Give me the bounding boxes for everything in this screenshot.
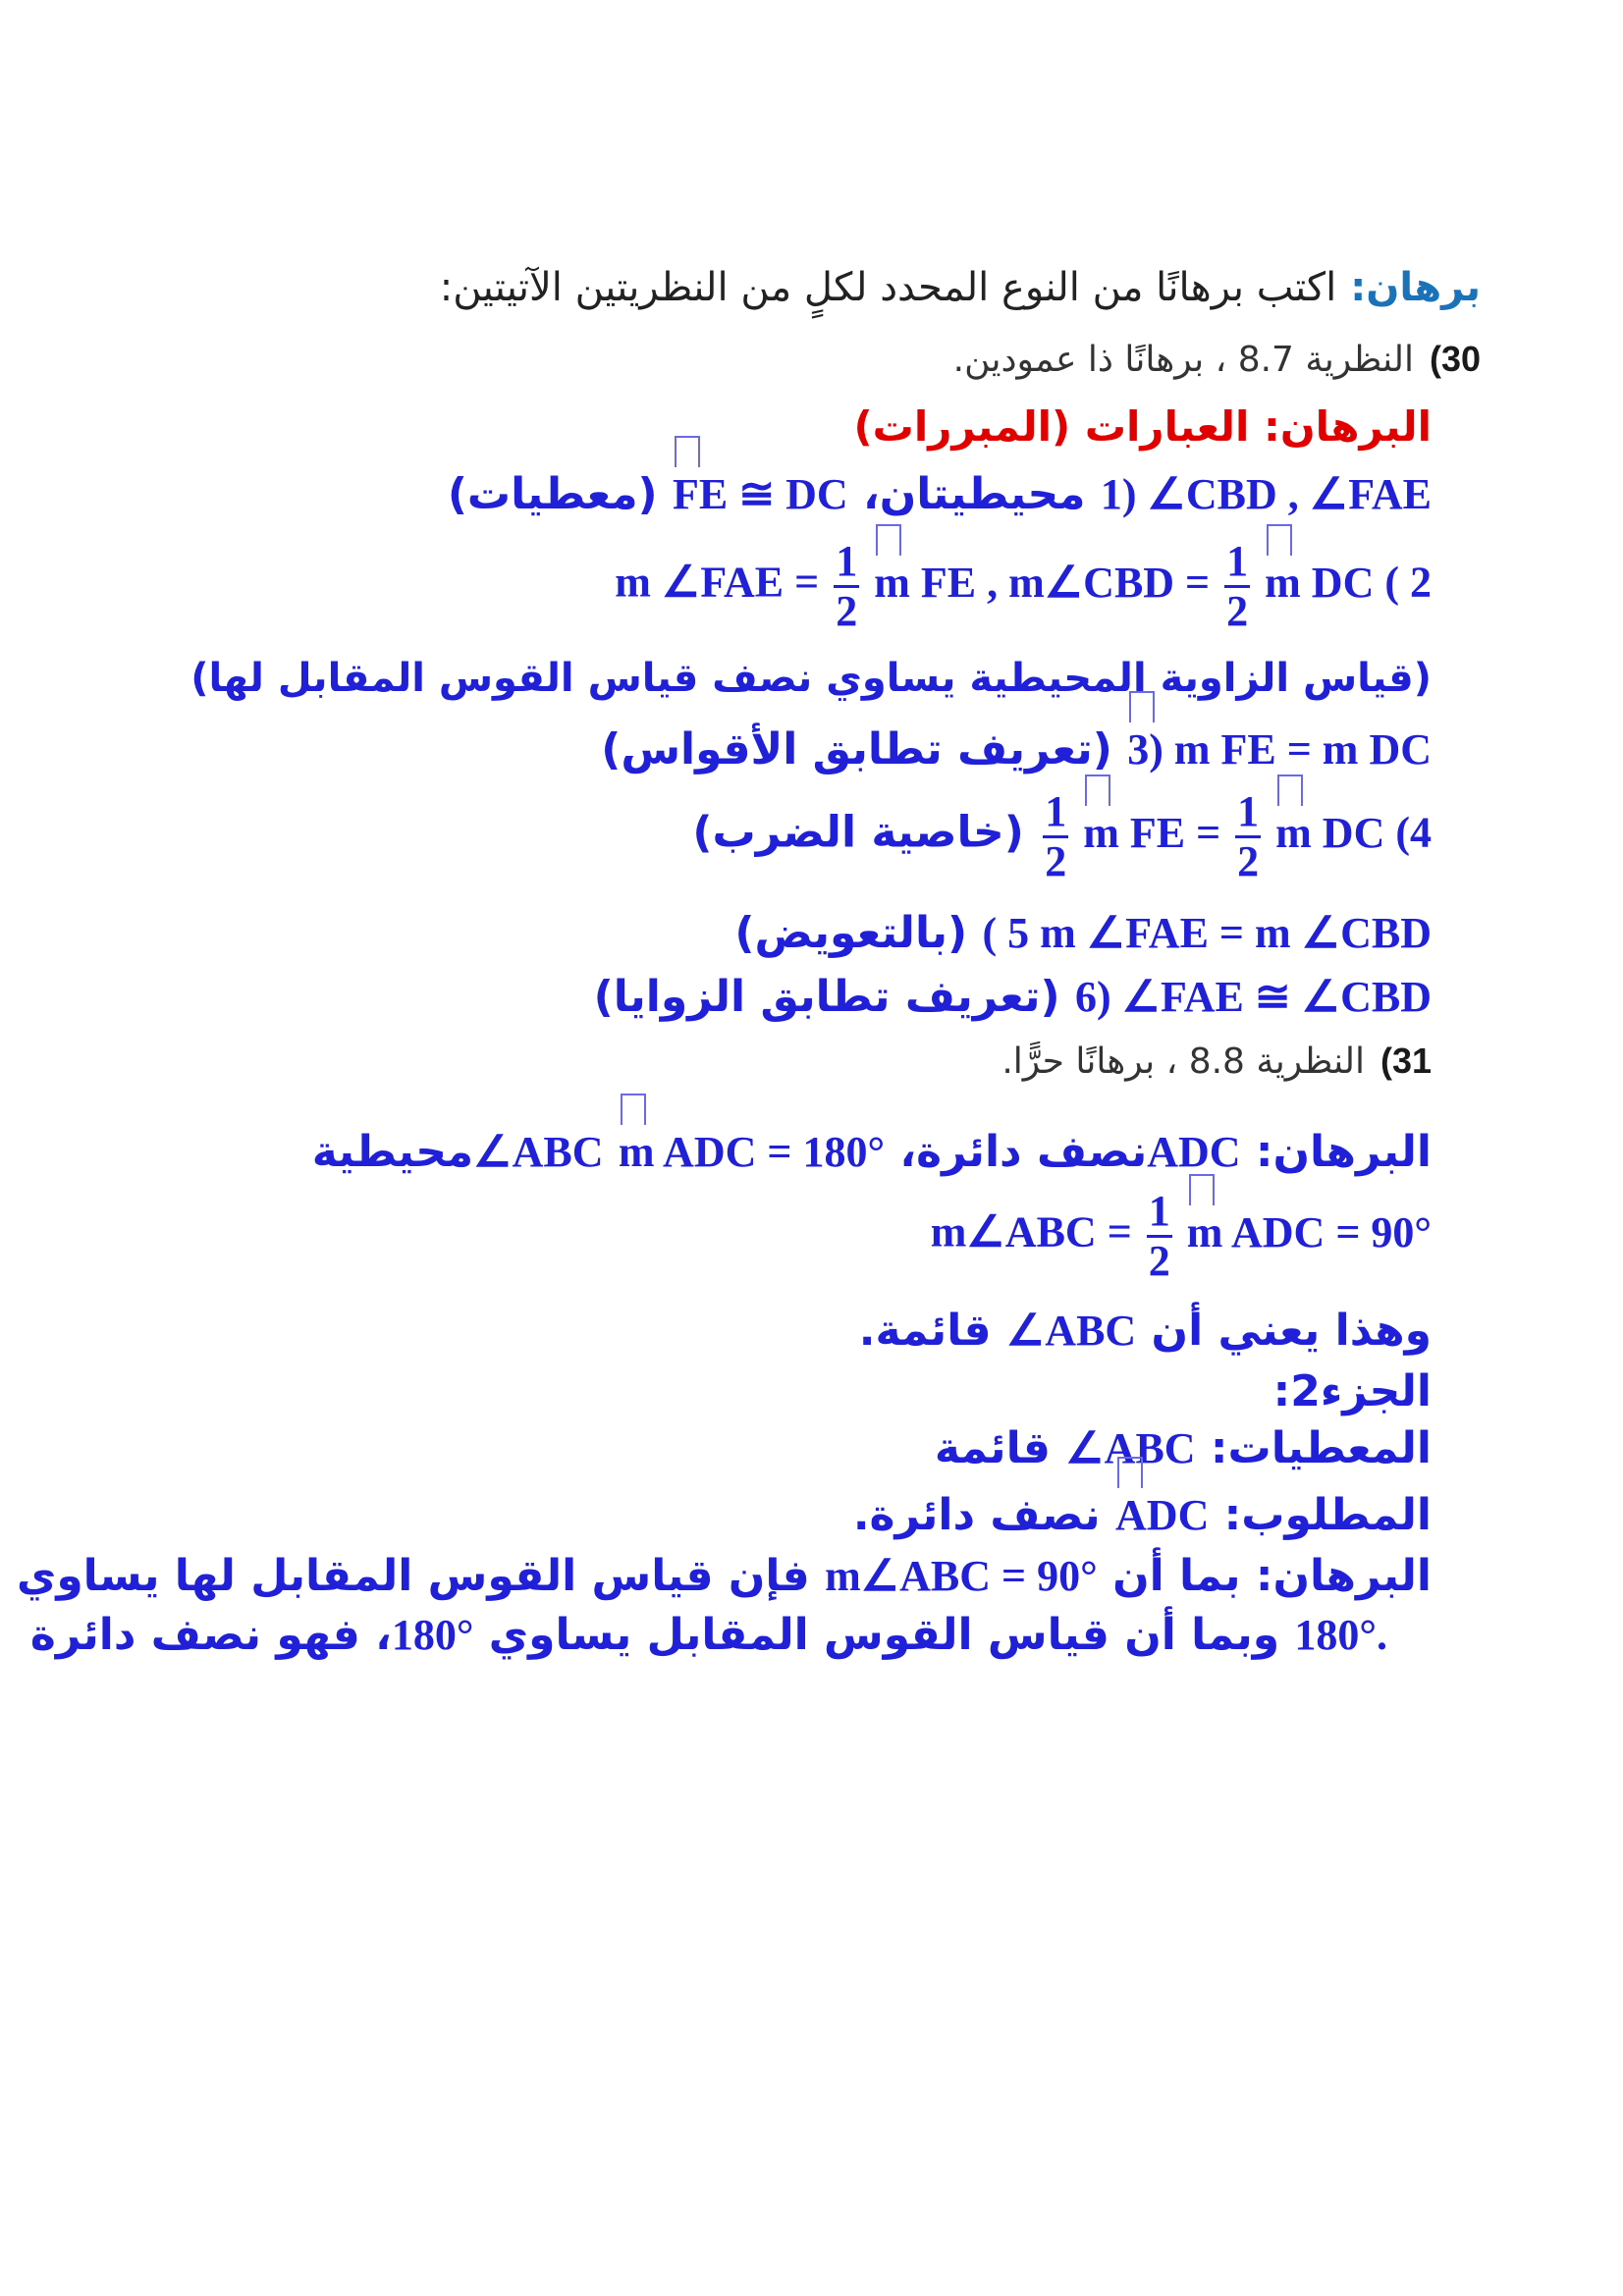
proof31-angle: ∠ABC (473, 1128, 604, 1176)
proof31-inscribed: محيطية (311, 1127, 474, 1177)
proof30-step3 (601, 724, 1432, 774)
fraction-denominator: 2 (1237, 837, 1260, 885)
line3-angle: ∠ABC (1005, 1307, 1137, 1355)
step2-mid: m FE , m∠CBD = (874, 558, 1211, 607)
prove-arc: ADC (1115, 1491, 1210, 1539)
fraction-numerator: 1 (1043, 790, 1068, 838)
question-30-text: النظرية 8.7 ، برهانًا ذا عمودين. (952, 340, 1414, 380)
step4-fraction-b (1235, 787, 1261, 885)
step1-congruence: FE ≅ DC (673, 470, 848, 518)
step1-word: محيطيتان، (862, 469, 1086, 519)
proof31-line3 (859, 1306, 1432, 1356)
proof30-step4 (692, 787, 1432, 885)
prove-text: نصف دائرة. (852, 1490, 1101, 1540)
step5-equation: ( 5 m ∠FAE = m ∠CBD (982, 909, 1432, 957)
step1-reason: (معطيات) (447, 469, 658, 519)
proof30-step1 (448, 469, 1432, 519)
line7-text-a: البرهان: بما أن (1112, 1551, 1432, 1601)
prove-label: المطلوب: (1223, 1490, 1432, 1540)
line8-text-d: ، فهو نصف دائرة (29, 1610, 392, 1660)
given-angle: ∠ABC (1065, 1424, 1196, 1472)
fraction-denominator: 2 (836, 587, 858, 635)
proof30-step5 (734, 908, 1432, 958)
given-text: قائمة (934, 1423, 1051, 1473)
proof31-line8 (30, 1610, 1387, 1660)
step4-reason: (خاصية الضرب) (692, 807, 1024, 858)
step4-left: m FE = (1083, 808, 1221, 857)
fraction-numerator: 1 (1224, 540, 1250, 588)
step3-equation: 3) m FE = m DC (1127, 725, 1432, 774)
question-30-number: 30) (1429, 339, 1481, 379)
fraction-denominator: 2 (1226, 587, 1249, 635)
question-31-number: 31) (1380, 1041, 1432, 1081)
line8-measure: 180° (391, 1611, 474, 1659)
line2-right: m ADC = 90° (1186, 1207, 1432, 1256)
line7-text-c: فإن قياس القوس المقابل لها يساوي (17, 1551, 810, 1601)
step3-reason: (تعريف تطابق الأقواس) (601, 724, 1112, 774)
question-31-text: النظرية 8.8 ، برهانًا حرًّا. (1001, 1041, 1365, 1082)
proof31-semicircle: نصف دائرة، (899, 1127, 1148, 1177)
step2-fraction-b (1224, 537, 1250, 635)
line3-text-a: وهذا يعني أن (1151, 1306, 1432, 1356)
step4-fraction-a (1043, 787, 1068, 885)
proof30-step2-reason: (قياس الزاوية المحيطية يساوي نصف قياس القوس المقابل لها) (190, 656, 1432, 701)
proof31-given (935, 1423, 1432, 1473)
fraction-denominator: 2 (1045, 837, 1067, 885)
step2-left: m ∠FAE = (615, 558, 820, 607)
line8-text-b: وبما أن قياس القوس المقابل يساوي (488, 1610, 1280, 1660)
line2-left: m∠ABC = (930, 1207, 1132, 1256)
step4-right: m DC (1275, 808, 1385, 857)
line8-value: 180°. (1294, 1611, 1387, 1659)
step2-fraction-a (834, 537, 859, 635)
step5-reason: (بالتعويض) (734, 908, 968, 958)
proof31-part2: الجزء2: (1272, 1366, 1432, 1416)
proof30-step2 (615, 537, 1432, 635)
given-label: المعطيات: (1210, 1423, 1432, 1473)
proof30-step6 (594, 972, 1432, 1022)
step2-index: ( 2 (1384, 558, 1432, 607)
line3-text-c: قائمة. (858, 1306, 992, 1356)
question-31 (1001, 1041, 1432, 1082)
proof30-header: البرهان: العبارات (المبررات) (853, 402, 1432, 451)
step4-index: (4 (1395, 808, 1432, 857)
proof31-label: البرهان: (1255, 1127, 1432, 1177)
heading-text: اكتب برهانًا من النوع المحدد لكلٍ من النظريتين الآتيتين: (439, 265, 1337, 310)
fraction-numerator: 1 (1235, 790, 1261, 838)
step6-reason: (تعريف تطابق الزوايا) (593, 972, 1060, 1022)
proof31-line7 (17, 1551, 1432, 1601)
proof31-line1 (312, 1127, 1432, 1177)
step6-equation: 6) ∠FAE ≅ ∠CBD (1074, 973, 1432, 1021)
step2-equation (615, 537, 1432, 635)
proof31-equation (930, 1187, 1432, 1285)
proof31-line2 (930, 1187, 1432, 1285)
step2-right: m DC (1265, 558, 1375, 607)
question-30 (953, 339, 1481, 380)
heading-tag: برهان: (1350, 265, 1481, 310)
fraction-denominator: 2 (1148, 1237, 1170, 1285)
line7-equation: m∠ABC = 90° (825, 1552, 1098, 1600)
step4-equation (1039, 787, 1432, 885)
exercise-heading (440, 265, 1481, 310)
step1-angles: 1) ∠CBD , ∠FAE (1100, 470, 1432, 518)
fraction-numerator: 1 (834, 540, 859, 588)
line2-fraction (1147, 1187, 1172, 1285)
proof31-arc-measure: m ADC = 180° (618, 1128, 886, 1176)
fraction-numerator: 1 (1147, 1190, 1172, 1238)
proof31-prove (853, 1490, 1432, 1540)
proof31-adc: ADC (1147, 1128, 1241, 1176)
